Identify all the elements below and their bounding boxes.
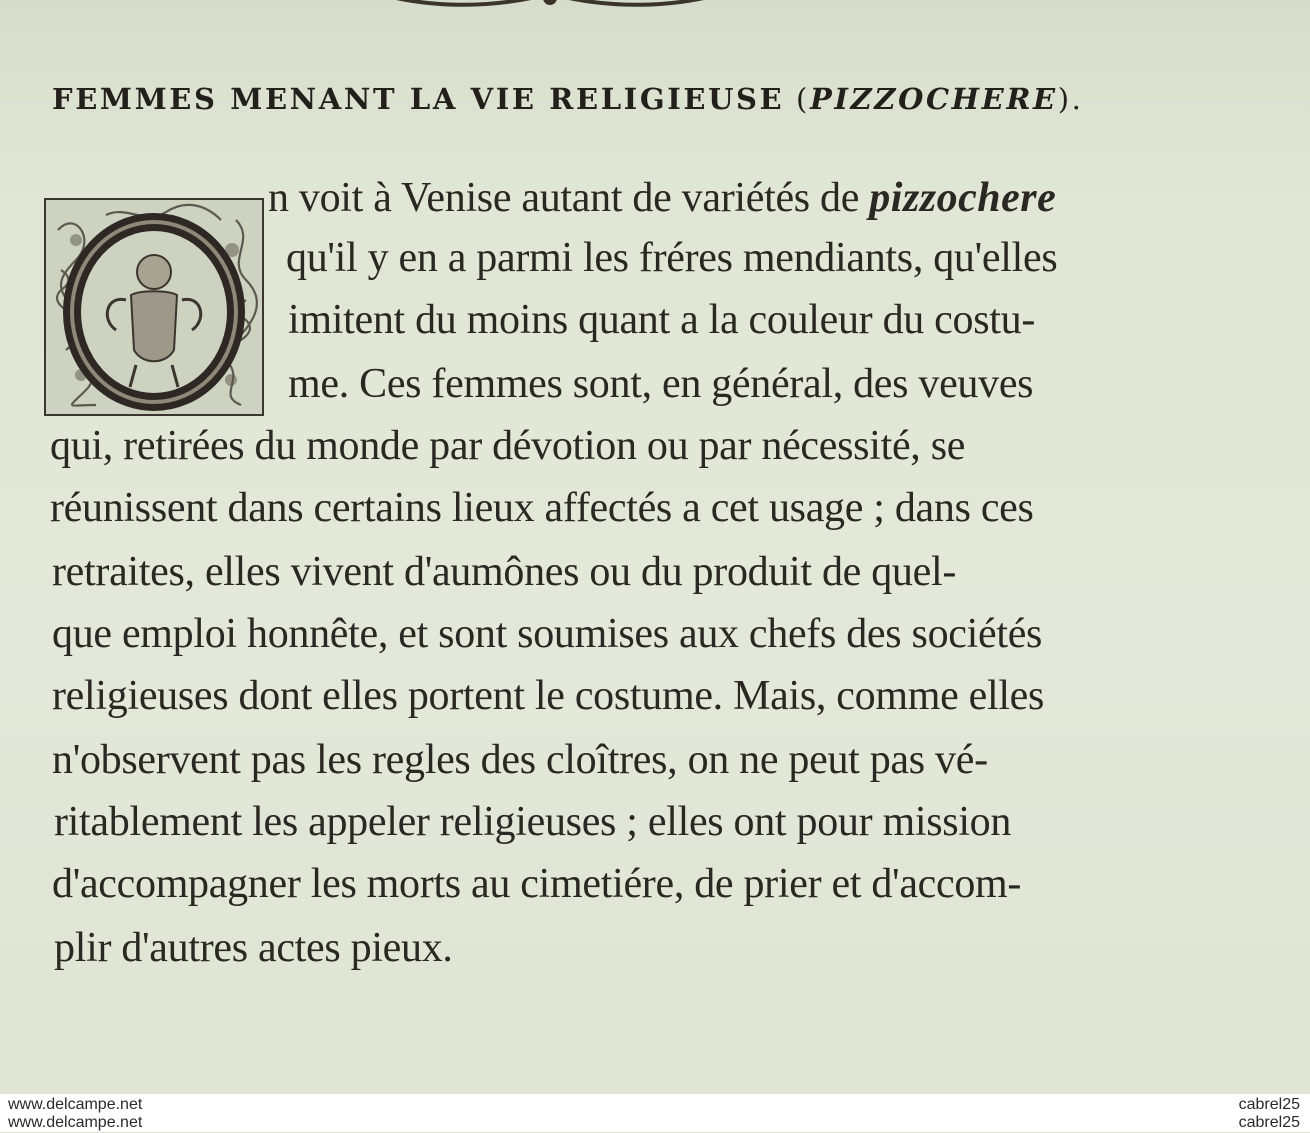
title-open-paren: ( (784, 82, 810, 116)
text-line-9: religieuses dont elles portent le costume. Mais, comme elles (52, 673, 1045, 719)
title-close-paren: ). (1057, 82, 1084, 116)
top-ornament (370, 0, 730, 12)
text-line-5: qui, retirées du monde par dévotion ou par nécessité, se (50, 423, 966, 469)
title-main: FEMMES MENANT LA VIE RELIGIEUSE (52, 82, 785, 116)
text-line-6: réunissent dans certains lieux affectés a cet usage ; dans ces (50, 485, 1034, 531)
watermark-site: www.delcampe.net www.delcampe.net (8, 1096, 143, 1131)
watermark-seller: cabrel25 cabrel25 (1238, 1096, 1300, 1131)
text-line-8: que emploi honnête, et sont soumises aux chefs des sociétés (52, 611, 1043, 657)
decorated-initial-o (44, 198, 264, 416)
text-line-11: ritablement les appeler religieuses ; elles ont pour mission (54, 799, 1012, 845)
text-line-2: qu'il y en a parmi les fréres mendiants, qu'elles (286, 235, 1058, 281)
text-line-13: plir d'autres actes pieux. (54, 925, 453, 971)
page-title (52, 82, 1252, 116)
text-line-1: n voit à Venise autant de variétés de pizzochere (268, 175, 1057, 221)
title-italic: PIZZOCHERE (809, 82, 1058, 116)
text-line-7: retraites, elles vivent d'aumônes ou du produit de quel- (52, 549, 957, 595)
ornamental-letter-icon (46, 200, 262, 414)
text-line-3: imitent du moins quant a la couleur du costu- (288, 297, 1036, 343)
text-line-12: d'accompagner les morts au cimetiére, de prier et d'accom- (52, 861, 1022, 907)
watermark-bar (0, 1094, 1310, 1132)
text-line-4: me. Ces femmes sont, en général, des veuves (288, 361, 1034, 407)
text-line-10: n'observent pas les regles des cloîtres, on ne peut pas vé- (52, 737, 988, 783)
